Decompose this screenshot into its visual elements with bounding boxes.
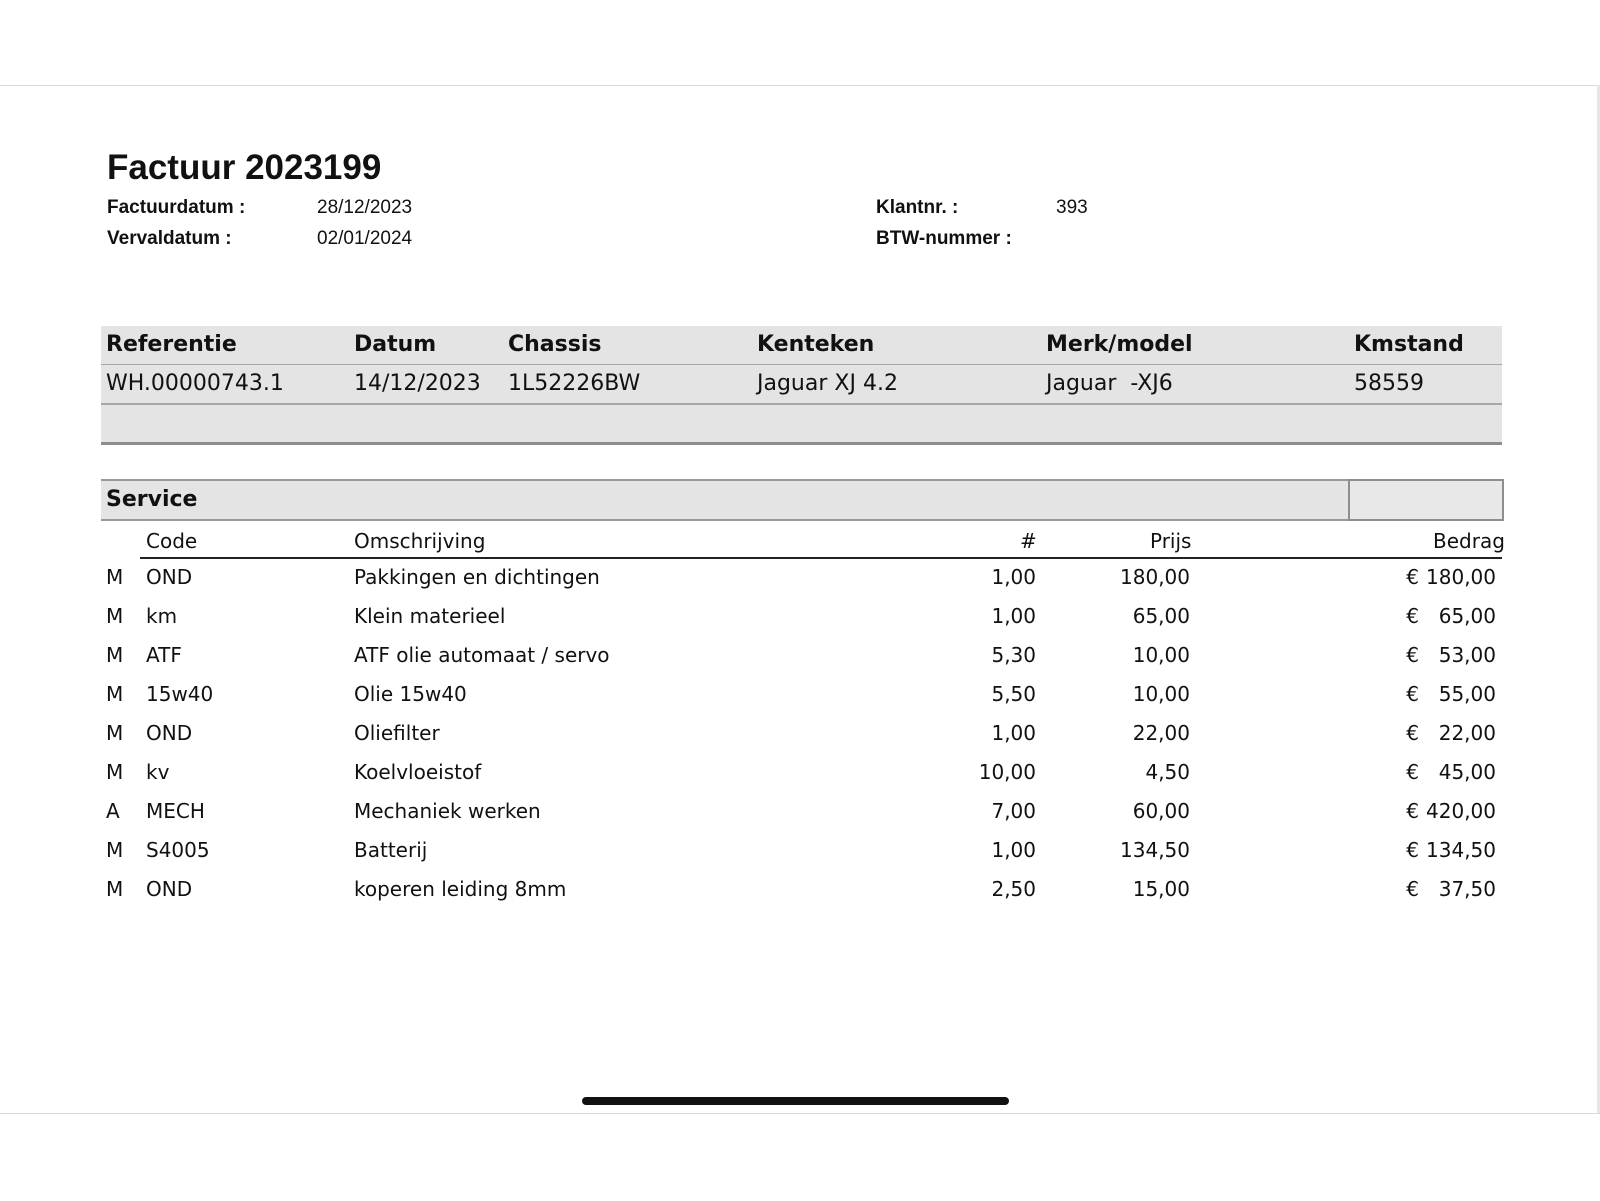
- table-row: [101, 870, 1502, 909]
- customer-number-value: 393: [1056, 197, 1088, 218]
- item-type: M: [106, 838, 124, 862]
- table-row: [101, 597, 1502, 636]
- item-quantity: 1,00: [991, 838, 1036, 862]
- vehicle-empty-row: [101, 405, 1502, 445]
- vehicle-chassis: 1L52226BW: [508, 371, 641, 396]
- item-currency: €: [1406, 760, 1419, 784]
- due-date-label: Vervaldatum :: [107, 228, 232, 249]
- column-header-description: Omschrijving: [354, 529, 486, 553]
- column-header-qty: #: [1020, 529, 1037, 553]
- invoice-date-value: 28/12/2023: [317, 197, 413, 218]
- item-price: 15,00: [1132, 877, 1190, 901]
- bottom-bar: [0, 1113, 1600, 1201]
- vehicle-table: [101, 326, 1502, 443]
- item-price: 60,00: [1132, 799, 1190, 823]
- item-type: M: [106, 682, 124, 706]
- item-description: Koelvloeistof: [354, 760, 482, 784]
- item-code: MECH: [146, 799, 205, 823]
- table-row: [101, 714, 1502, 753]
- vehicle-value-row: [101, 365, 1502, 405]
- item-quantity: 1,00: [991, 604, 1036, 628]
- item-type: M: [106, 877, 124, 901]
- service-section-title: Service: [106, 487, 198, 512]
- item-currency: €: [1406, 877, 1419, 901]
- item-amount: 420,00: [1426, 799, 1496, 823]
- item-price: 180,00: [1120, 565, 1190, 589]
- service-section-header: [101, 479, 1502, 521]
- item-price: 134,50: [1120, 838, 1190, 862]
- home-indicator[interactable]: [582, 1097, 1009, 1105]
- item-price: 10,00: [1132, 682, 1190, 706]
- item-type: M: [106, 565, 124, 589]
- item-price: 65,00: [1132, 604, 1190, 628]
- table-row: [101, 675, 1502, 714]
- item-quantity: 5,50: [991, 682, 1036, 706]
- vehicle-header-reference: Referentie: [106, 332, 237, 357]
- table-row: [101, 753, 1502, 792]
- vehicle-header-mileage: Kmstand: [1354, 332, 1464, 357]
- item-currency: €: [1406, 643, 1419, 667]
- item-currency: €: [1406, 682, 1419, 706]
- item-quantity: 5,30: [991, 643, 1036, 667]
- item-code: ATF: [146, 643, 182, 667]
- item-description: Olie 15w40: [354, 682, 467, 706]
- vehicle-header-row: [101, 326, 1502, 366]
- vehicle-header-date: Datum: [354, 332, 437, 357]
- item-description: Batterij: [354, 838, 428, 862]
- item-type: M: [106, 643, 124, 667]
- item-price: 10,00: [1132, 643, 1190, 667]
- table-row: [101, 636, 1502, 675]
- item-price: 22,00: [1132, 721, 1190, 745]
- service-total-box: [1348, 479, 1504, 521]
- item-currency: €: [1406, 604, 1419, 628]
- item-amount: 45,00: [1438, 760, 1496, 784]
- vehicle-header-model: Merk/model: [1046, 332, 1193, 357]
- item-code: 15w40: [146, 682, 214, 706]
- customer-number-label: Klantnr. :: [876, 197, 959, 218]
- vehicle-model: Jaguar -XJ6: [1046, 371, 1173, 396]
- item-amount: 22,00: [1438, 721, 1496, 745]
- item-amount: 55,00: [1438, 682, 1496, 706]
- vat-number-label: BTW-nummer :: [876, 228, 1012, 249]
- item-amount: 134,50: [1426, 838, 1496, 862]
- item-quantity: 1,00: [991, 565, 1036, 589]
- top-bar: [0, 0, 1600, 86]
- item-code: km: [146, 604, 178, 628]
- table-row: [101, 831, 1502, 870]
- item-description: Klein materieel: [354, 604, 506, 628]
- item-currency: €: [1406, 838, 1419, 862]
- item-code: OND: [146, 877, 193, 901]
- vehicle-plate: Jaguar XJ 4.2: [757, 371, 898, 396]
- table-row: [101, 792, 1502, 831]
- item-amount: 65,00: [1438, 604, 1496, 628]
- item-quantity: 1,00: [991, 721, 1036, 745]
- item-description: Pakkingen en dichtingen: [354, 565, 600, 589]
- column-header-price: Prijs: [1150, 529, 1192, 553]
- item-description: Oliefilter: [354, 721, 440, 745]
- item-quantity: 2,50: [991, 877, 1036, 901]
- item-description: koperen leiding 8mm: [354, 877, 567, 901]
- vehicle-header-plate: Kenteken: [757, 332, 875, 357]
- vehicle-reference: WH.00000743.1: [106, 371, 284, 396]
- item-amount: 53,00: [1438, 643, 1496, 667]
- item-description: Mechaniek werken: [354, 799, 541, 823]
- invoice-title: Factuur 2023199: [107, 148, 382, 187]
- due-date-value: 02/01/2024: [317, 228, 413, 249]
- item-type: M: [106, 721, 124, 745]
- item-price: 4,50: [1145, 760, 1190, 784]
- item-code: OND: [146, 721, 193, 745]
- item-type: M: [106, 604, 124, 628]
- item-code: OND: [146, 565, 193, 589]
- item-quantity: 10,00: [978, 760, 1036, 784]
- item-currency: €: [1406, 799, 1419, 823]
- column-header-code: Code: [146, 529, 198, 553]
- item-code: kv: [146, 760, 170, 784]
- item-description: ATF olie automaat / servo: [354, 643, 610, 667]
- vehicle-header-chassis: Chassis: [508, 332, 602, 357]
- invoice-date-label: Factuurdatum :: [107, 197, 246, 218]
- table-row: [101, 558, 1502, 597]
- item-currency: €: [1406, 565, 1419, 589]
- item-type: M: [106, 760, 124, 784]
- vehicle-date: 14/12/2023: [354, 371, 481, 396]
- service-items: [101, 558, 1502, 909]
- item-code: S4005: [146, 838, 210, 862]
- vehicle-mileage: 58559: [1354, 371, 1424, 396]
- column-header-amount: Bedrag: [1433, 529, 1505, 553]
- item-amount: 37,50: [1438, 877, 1496, 901]
- item-quantity: 7,00: [991, 799, 1036, 823]
- item-currency: €: [1406, 721, 1419, 745]
- item-amount: 180,00: [1426, 565, 1496, 589]
- item-type: A: [106, 799, 120, 823]
